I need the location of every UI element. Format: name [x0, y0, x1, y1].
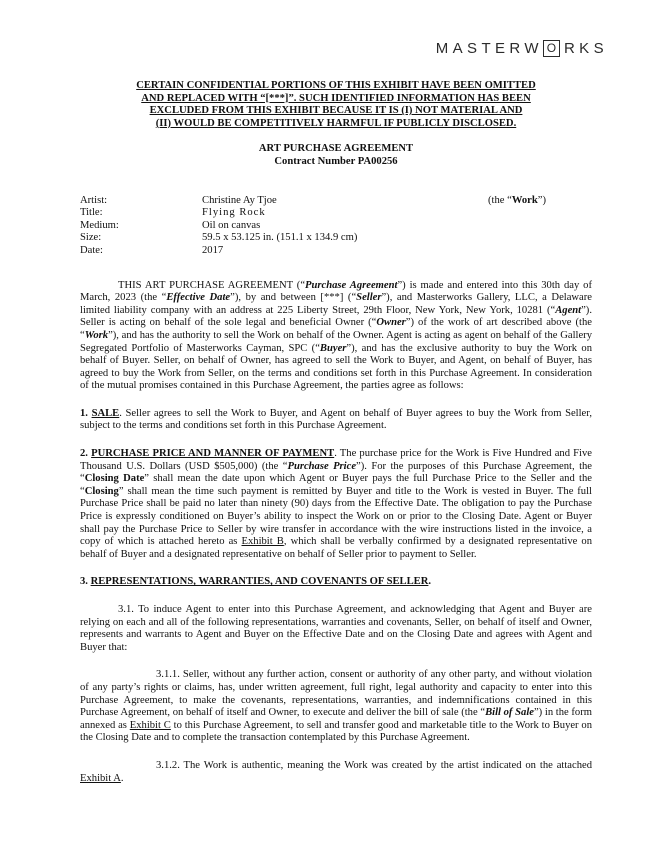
section-3-1-1: 3.1.1. Seller, without any further action, consent or authority of any other party, and without violation of any party’s rights or claims, has, under written agreement, full right, legal authority and capacity to enter into this Purchase Agreement, to make the covenants, representations, warranties, and indemnifications contained in this Purchase Agreement, on behalf of itself and Owner, to execute and deliver the bill of sale (the “Bill of Sale”) in the form annexed as Exhibit C to this Purchase Agreement, to sell and transfer good and marketable title to the Work to Buyer on the Closing Date and to complete the transaction contemplated by this Purchase Agreement.: [80, 669, 592, 744]
artwork-details: [80, 195, 592, 258]
section-3-1-2: 3.1.2. The Work is authentic, meaning the Work was created by the artist indicated on the attached Exhibit A.: [80, 759, 592, 784]
section-3-1: 3.1. To induce Agent to enter into this Purchase Agreement, and acknowledging that Agent and Buyer are relying on each and all of the following representations, warranties and covenants, Seller, on behalf of itself and Owner, represents and warrants to Agent and Buyer on the Effective Date and on the Closing Date and agrees with Agent and Buyer that:: [80, 604, 592, 653]
work-definition: (the “Work”): [488, 194, 546, 206]
title-line: ART PURCHASE AGREEMENT: [258, 143, 414, 155]
intro-paragraph: THIS ART PURCHASE AGREEMENT (“Purchase Agreement”) is made and entered into this 30th day of March, 2023 (the “Effective Date”), by and between [***] (“Seller”), and Masterworks Gallery, LLC, a Delaware limited liability company with an address at 225 Liberty Street, 29th Floor, New York, New York, 10281 (“Agent”). Seller is acting on behalf of the sole legal and beneficial Owner (“Owner”) of the work of art described above (the “Work”), and has the authority to sell the Work on behalf of the Owner. Agent is acting as agent on behalf of the Gallery Segregated Portfolio of Masterworks Cayman, SPC (“Buyer”), and has the exclusive authority to buy the Work on behalf of Buyer. Seller, on behalf of Owner, has agreed to sell the Work to Buyer, and Agent, on behalf of Buyer, has agreed to buy the Work from Seller, on the terms and conditions set forth in this Purchase Agreement. In consideration of the mutual promises contained in this Purchase Agreement, the parties agree as follows:: [80, 279, 593, 392]
section-1-sale: 1. SALE. Seller agrees to sell the Work to Buyer, and Agent on behalf of Buyer agrees to buy the Work from Seller, subject to the terms and conditions set forth in this Purchase Agreement.: [80, 407, 593, 432]
detail-row-date: Date: 2017: [80, 244, 224, 256]
agreement-title: [80, 143, 592, 168]
document-body: [80, 80, 592, 785]
exhibit-b-link: Exhibit B: [241, 536, 284, 548]
detail-row-size: Size: 59.5 x 53.125 in. (151.1 x 134.9 cm): [80, 232, 358, 244]
exhibit-c-link: Exhibit C: [129, 719, 171, 731]
exhibit-a-link: Exhibit A: [80, 772, 121, 784]
masterworks-logo: MASTERW O RKS: [435, 40, 608, 57]
notice-line: EXCLUDED FROM THIS EXHIBIT BECAUSE IT IS (I) NOT MATERIAL AND: [149, 105, 523, 117]
detail-row-medium: Medium: Oil on canvas: [80, 219, 261, 231]
section-2-purchase-price: 2. PURCHASE PRICE AND MANNER OF PAYMENT. The purchase price for the Work is Five Hundred and Five Thousand U.S. Dollars (USD $505,000) (the “Purchase Price”). For the purposes of this Purchase Agreement, the “Closing Date” shall mean the date upon which Agent or Buyer pays the full Purchase Price to the Seller and the “Closing” shall mean the time such payment is remitted by Buyer and title to the Work is vested in Buyer. The full Purchase Price shall be paid no later than ninety (90) days from the Effective Date. The obligation to pay the Purchase Price is expressly conditioned on Buyer’s ability to inspect the Work on or prior to the Closing Date. Agent or Buyer shall pay the Purchase Price to Seller by wire transfer in accordance with the wire instructions listed in the invoice, a copy of which is attached hereto as Exhibit B, which shall be verbally confirmed by a designated representative on behalf of Buyer and a designated representative on behalf of Seller prior to payment to Seller.: [80, 448, 593, 560]
contract-number: Contract Number PA00256: [274, 155, 398, 167]
notice-line: AND REPLACED WITH “[***]”. SUCH IDENTIFIED INFORMATION HAS BEEN: [141, 92, 531, 104]
confidentiality-notice: [80, 80, 592, 130]
notice-line: CERTAIN CONFIDENTIAL PORTIONS OF THIS EXHIBIT HAVE BEEN OMITTED: [136, 80, 536, 91]
logo-o-box: O: [543, 40, 560, 57]
detail-row-artist: Artist: Christine Ay Tjoe: [80, 194, 277, 206]
section-3-heading: 3. REPRESENTATIONS, WARRANTIES, AND COVENANTS OF SELLER.: [80, 576, 432, 588]
detail-row-title: Title: Flying Rock: [80, 207, 266, 219]
notice-line: (II) WOULD BE COMPETITIVELY HARMFUL IF PUBLICLY DISCLOSED.: [155, 117, 517, 129]
